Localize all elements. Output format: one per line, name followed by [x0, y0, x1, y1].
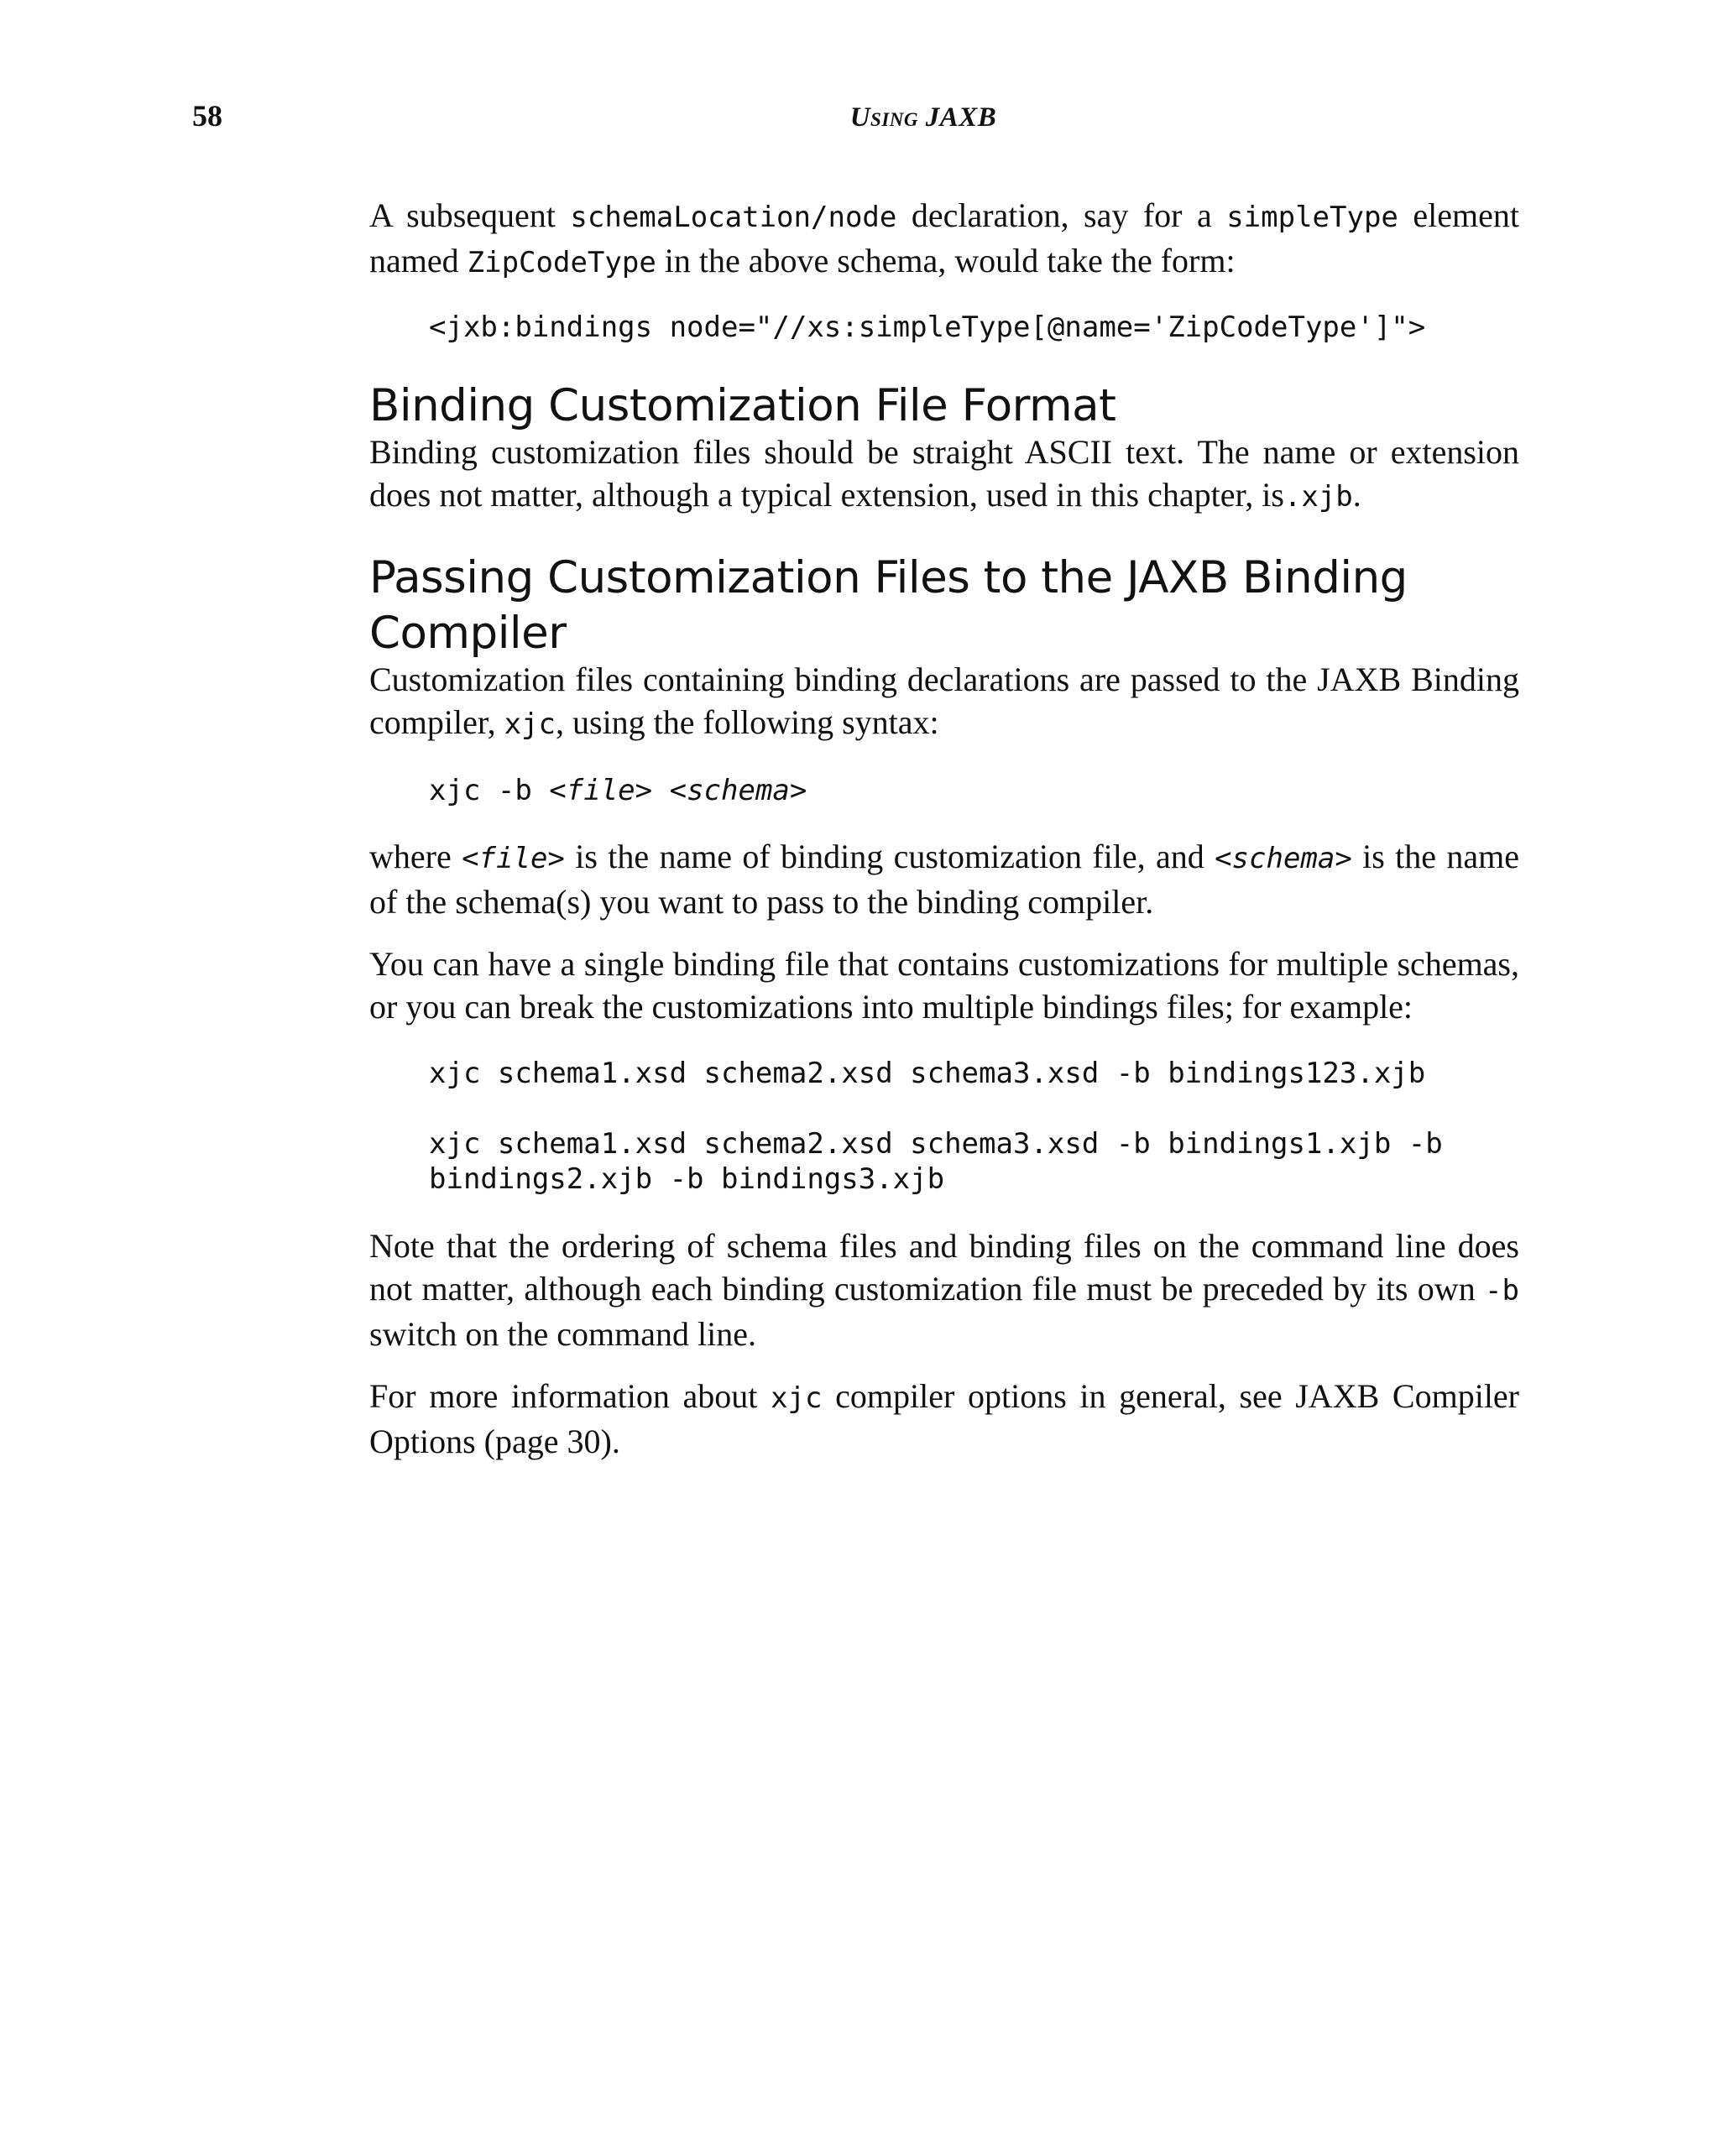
text-run: declaration, say for a: [896, 196, 1227, 234]
running-head-title: JAXB: [925, 102, 997, 133]
text-run: Customization files containing binding declarations are passed to the JAXB Binding compiler,: [369, 660, 1519, 741]
heading-passing-customization-files: Passing Customization Files to the JAXB Binding Compiler: [369, 552, 1408, 659]
text-run: is the name of the schema(s) you want to pass to the binding compiler.: [369, 838, 1519, 921]
inline-code: simpleType: [1226, 201, 1398, 234]
passing-paragraph: [369, 658, 1519, 746]
where-paragraph: [369, 835, 1519, 923]
text-run: , using the following syntax:: [556, 703, 939, 741]
text-run: compiler options in general, see JAXB Compiler Options (page 30).: [369, 1377, 1520, 1460]
inline-code: xjc: [504, 707, 556, 741]
inline-code: -b: [1485, 1274, 1519, 1308]
page-number: 58: [192, 99, 222, 133]
text-run: switch on the command line.: [369, 1315, 757, 1353]
text-run: Note that the ordering of schema files and binding files on the command line does not matter, although each binding customization file must be preceded by its own: [369, 1227, 1519, 1308]
text-run: .: [1352, 476, 1361, 514]
inline-code: xjc: [771, 1381, 823, 1415]
code-run: [652, 774, 669, 807]
code-example-single-binding: xjc schema1.xsd schema2.xsd schema3.xsd -b bindings123.xjb: [429, 1057, 1426, 1090]
text-run: in the above schema, would take the form:: [656, 242, 1236, 279]
text-run: is the name of binding customization file, and: [564, 838, 1215, 875]
inline-code-placeholder: <schema>: [1215, 842, 1352, 875]
page-content: [369, 194, 1519, 1463]
intro-paragraph: [369, 194, 1519, 285]
text-run: element named: [369, 196, 1519, 279]
more-info-paragraph: [369, 1375, 1519, 1463]
inline-code: ZipCodeType: [467, 246, 656, 279]
inline-code-placeholder: <file>: [462, 842, 565, 875]
code-example-multiple-bindings: xjc schema1.xsd schema2.xsd schema3.xsd -b bindings1.xjb -b bindings2.xjb -b bindings3.xjb: [429, 1127, 1443, 1196]
code-placeholder: <schema>: [669, 774, 807, 807]
heading-binding-file-format: Binding Customization File Format: [369, 380, 1116, 431]
code-placeholder: <file>: [549, 774, 653, 807]
code-bindings-node: <jxb:bindings node="//xs:simpleType[@name='ZipCodeType']">: [429, 311, 1426, 344]
code-syntax: [369, 773, 1519, 808]
multiple-files-paragraph: You can have a single binding file that contains customizations for multiple schemas, or you can break the customizations into multiple bindings files; for example:: [369, 945, 1519, 1026]
inline-code: .xjb: [1283, 480, 1353, 514]
inline-code: schemaLocation/node: [570, 201, 897, 234]
code-run: xjc -b: [429, 774, 550, 807]
running-head: [504, 101, 1343, 134]
format-paragraph: [369, 431, 1519, 519]
text-run: Binding customization files should be straight ASCII text. The name or extension does not matter, although a typical extension, used in this chapter, is: [369, 433, 1519, 514]
text-run: For more information about: [369, 1377, 771, 1415]
text-run: where: [369, 838, 462, 875]
text-run: A subsequent: [369, 196, 571, 234]
running-head-prefix: Using: [849, 102, 918, 133]
ordering-note-paragraph: [369, 1224, 1519, 1355]
